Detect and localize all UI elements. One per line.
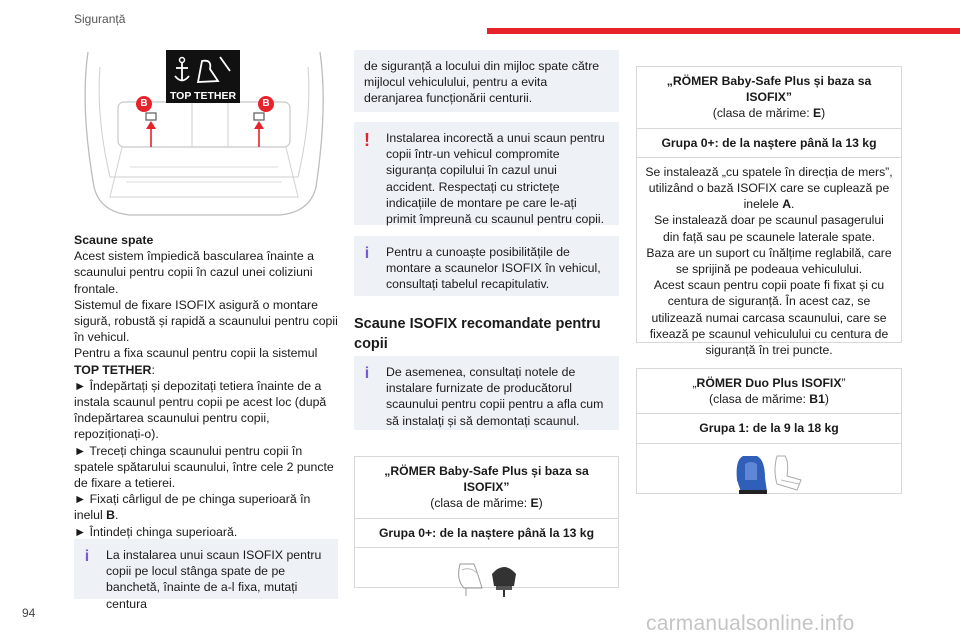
group-label: Grupa 0+: de la naștere până la 13 kg (355, 519, 618, 548)
text-tail: ) (821, 106, 826, 121)
note-text: Pentru a cunoaște posibilitățile de montare a scaunelor ISOFIX în vehicul, consultați tabelul recapitulativ. (386, 245, 601, 292)
marker-b-right: B (262, 98, 270, 109)
card-babysafe-right (636, 66, 902, 358)
text-lead: (clasa de mărime: (709, 392, 810, 407)
section-title: Scaune ISOFIX recomandate pentru copii (354, 316, 601, 352)
seat-name: „RÖMER Baby-Safe Plus și baza sa ISOFIX” (666, 74, 872, 105)
group-label: Grupa 0+: de la naștere până la 13 kg (637, 129, 901, 158)
text-tail: . (115, 508, 119, 523)
text-top-tether: TOP TETHER (74, 362, 152, 377)
size-class (363, 495, 610, 511)
watermark: carmanualsonline.info (646, 612, 855, 635)
marker-b-left: B (140, 98, 148, 109)
badge-text: TOP TETHER (169, 90, 237, 102)
quote-close: ” (841, 376, 846, 390)
description-3: Baza are un suport cu înălțime reglabilă, care se sprijină pe podeaua vehiculului. (646, 245, 892, 277)
seat-name-text: RÖMER Duo Plus ISOFIX (696, 376, 842, 390)
paragraph-isofix: Sistemul de fixare ISOFIX asigură o montare sigură, robustă și rapidă a scaunului pentru copii în vehicul. (74, 297, 338, 345)
step-1: ► Îndepărtați și depozitați tetiera înainte de a instala scaunul pentru copii pe acest loc (după îndepărtarea scaunului pentru copii, repoziționați-o). (74, 378, 327, 442)
seat-image-cell (355, 548, 618, 602)
info-icon: i (364, 365, 370, 382)
card-header (637, 67, 901, 129)
size-value: E (530, 496, 539, 511)
text-ring-b: B (106, 508, 116, 523)
text-lead: (clasa de mărime: (712, 106, 814, 121)
babysafe-seat-image (452, 554, 522, 598)
text-tail: : (151, 362, 155, 377)
note-text: De asemenea, consultați notele de instalare furnizate de producătorul scaunului pentru copii pentru a afla cum să instalați și să demontați scaunul. (386, 365, 604, 428)
group-label: Grupa 1: de la 9 la 18 kg (637, 414, 901, 443)
rear-seats-title: Scaune spate (74, 233, 154, 247)
size-class (645, 105, 893, 121)
page-header-section: Siguranță (74, 12, 126, 26)
text-tail: . (791, 197, 795, 212)
rear-seats-text (74, 232, 340, 540)
note-isofix-left (74, 539, 338, 611)
description-cell (637, 158, 901, 364)
duo-seat-image (731, 450, 807, 496)
text-lead: Se instalează „cu spatele în direcția de mers”, utilizând o bază ISOFIX care se cuplează pe inelele (645, 164, 893, 212)
note-manufacturer (354, 356, 619, 430)
text-lead: (clasa de mărime: (430, 496, 531, 511)
warning-icon: ! (364, 130, 370, 150)
text-tail: ) (538, 496, 543, 511)
quote-open: „ (692, 376, 697, 390)
text-lead: Pentru a fixa scaunul pentru copii la sistemul (74, 346, 318, 361)
paragraph-coliziune: Acest sistem împiedică bascularea înainte a scaunului pentru copii în cazul unei coliziuni frontale. (74, 249, 314, 296)
seat-name (645, 375, 893, 391)
note-isofix-cont (354, 50, 619, 112)
card-babysafe-middle (354, 456, 619, 588)
note-text: La instalarea unui scaun ISOFIX pentru copii pe locul stânga spate de pe banchetă, înainte de a-l fixa, mutați centura (106, 548, 322, 611)
trunk-illustration (70, 47, 338, 217)
paragraph-top-tether (74, 345, 340, 377)
card-header (637, 369, 901, 414)
info-icon: i (84, 548, 90, 565)
step-2: ► Treceți chinga scaunului pentru copii în spatele spătarului scaunului, între cele 2 puncte de fixare a tetierei. (74, 443, 334, 491)
card-header (355, 457, 618, 519)
ring-a: A (782, 197, 792, 212)
page-number: 94 (22, 606, 36, 620)
note-text: de siguranță a locului din mijloc spate către mijlocul vehiculului, pentru a evita deranjarea funcționării centurii. (364, 59, 600, 106)
step-3 (74, 491, 340, 523)
description-2: Se instalează doar pe scaunul pasagerului din față sau pe scaunele laterale spate. (654, 213, 884, 244)
size-value: B1 (809, 392, 825, 407)
description-4: Acest scaun pentru copii poate fi fixat și cu centura de siguranță. În acest caz, se utilizează numai carcasa scaunului, care se fixează pe scaunul vehiculului cu centura de siguranță în trei puncte. (649, 278, 889, 358)
step-4: ► Întindeți chinga superioară. (74, 524, 238, 539)
text-lead: ► Fixați cârligul de pe chinga superioară în inelul (74, 492, 311, 523)
text-tail: ) (824, 392, 829, 407)
seat-name: „RÖMER Baby-Safe Plus și baza sa ISOFIX” (384, 464, 589, 495)
card-duo-plus (636, 368, 902, 494)
info-icon: i (364, 245, 370, 262)
description-1 (645, 164, 893, 213)
size-value: E (813, 106, 822, 121)
note-text: Instalarea incorectă a unui scaun pentru copii într-un vehicul compromite siguranța copilului în cazul unui accident. Respectați cu strictețe indicațiile de montare pe care le-ați primit împreună cu scaunul pentru copii. (386, 131, 605, 227)
seat-image-cell (637, 444, 901, 500)
size-class (645, 391, 893, 407)
header-accent-bar (487, 28, 960, 34)
note-possibilities (354, 236, 619, 296)
note-warning (354, 122, 619, 225)
